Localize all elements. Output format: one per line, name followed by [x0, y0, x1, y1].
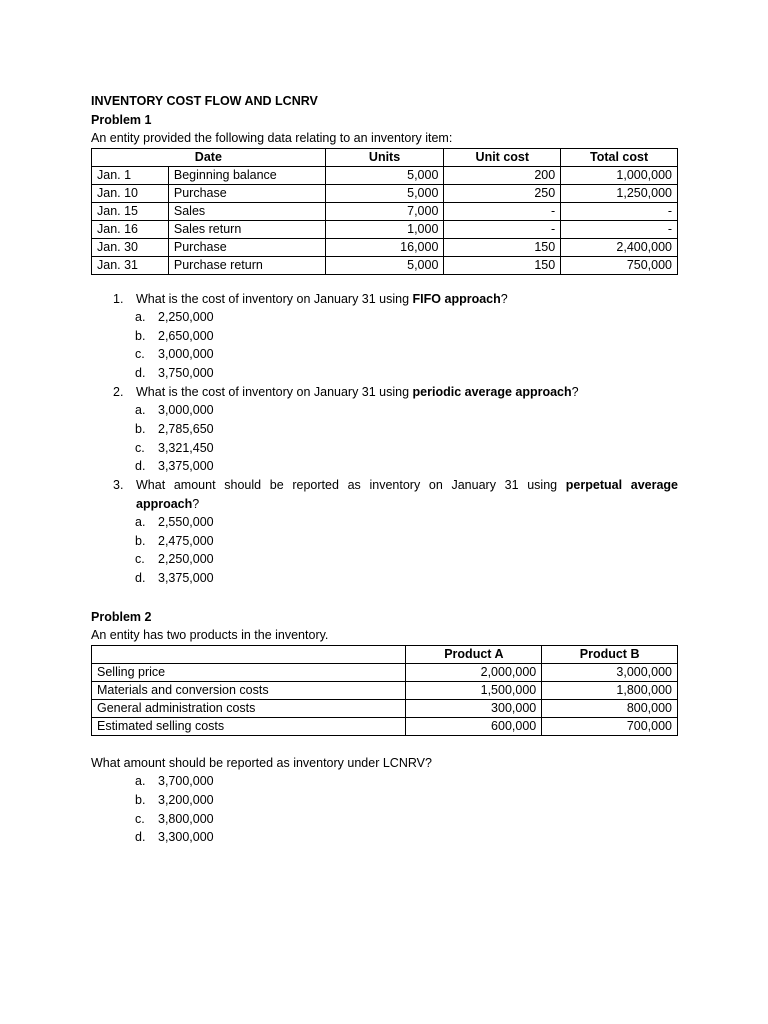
table-row	[92, 717, 678, 735]
option-value: 2,250,000	[158, 310, 214, 324]
problem-2-heading: Problem 2	[91, 609, 152, 624]
answer-option	[91, 810, 679, 829]
table-row	[92, 238, 678, 256]
question-text-bold: periodic average approach	[412, 384, 572, 399]
cell-total-cost: 2,400,000	[561, 238, 678, 256]
option-letter: a.	[135, 403, 146, 418]
table-header-row	[92, 148, 678, 166]
table-row	[92, 256, 678, 274]
header-product-a: Product A	[406, 645, 542, 663]
cell-unit-cost: 200	[444, 166, 561, 184]
products-table	[91, 645, 678, 736]
answer-option	[91, 401, 679, 420]
cell-product-b: 800,000	[542, 699, 678, 717]
cell-description: Sales	[168, 202, 325, 220]
option-letter: b.	[135, 421, 146, 436]
table-header-row	[92, 645, 678, 663]
cell-date: Jan. 30	[92, 238, 169, 256]
option-value: 3,000,000	[158, 403, 214, 418]
cell-unit-cost: 250	[444, 184, 561, 202]
cell-unit-cost: -	[444, 202, 561, 220]
option-value: 3,700,000	[158, 774, 214, 789]
cell-date: Jan. 16	[92, 220, 169, 238]
cell-total-cost: -	[561, 220, 678, 238]
table-row	[92, 699, 678, 717]
option-value: 3,000,000	[158, 347, 214, 362]
option-value: 3,750,000	[158, 366, 214, 381]
answer-option	[91, 828, 679, 847]
cell-units: 5,000	[325, 184, 444, 202]
cell-unit-cost: -	[444, 220, 561, 238]
cell-total-cost: 1,000,000	[561, 166, 678, 184]
option-value: 2,785,650	[158, 421, 214, 436]
option-value: 3,375,000	[158, 459, 214, 474]
cell-product-a: 600,000	[406, 717, 542, 735]
table-row	[92, 166, 678, 184]
answer-option	[91, 791, 679, 810]
answer-option	[91, 457, 679, 476]
option-letter: d.	[135, 366, 146, 381]
problem-1-heading: Problem 1	[91, 112, 152, 127]
option-letter: b.	[135, 328, 146, 343]
option-value: 3,300,000	[158, 830, 214, 845]
question-text: What is the cost of inventory on January 31 using	[136, 291, 413, 306]
cell-unit-cost: 150	[444, 256, 561, 274]
cell-product-b: 1,800,000	[542, 681, 678, 699]
cell-product-b: 3,000,000	[542, 663, 678, 681]
option-value: 3,321,450	[158, 440, 214, 455]
option-value: 2,550,000	[158, 515, 214, 529]
option-letter: b.	[135, 533, 146, 548]
header-product-b: Product B	[542, 645, 678, 663]
cell-units: 16,000	[325, 238, 444, 256]
problem-2-intro: An entity has two products in the inventory.	[91, 628, 329, 643]
option-letter: d.	[135, 459, 146, 474]
question-text-end: ?	[192, 496, 200, 511]
cell-product-a: 1,500,000	[406, 681, 542, 699]
document-title: INVENTORY COST FLOW AND LCNRV	[91, 94, 318, 108]
answer-option	[91, 364, 679, 383]
problem-2-question: What amount should be reported as inventory under LCNRV?	[91, 755, 432, 770]
header-unit-cost: Unit cost	[444, 148, 561, 166]
answer-option	[91, 513, 679, 532]
option-letter: c.	[135, 440, 145, 455]
question-text: What is the cost of inventory on January 31 using	[136, 384, 413, 399]
question-3-continued	[91, 495, 679, 514]
option-value: 3,375,000	[158, 571, 214, 586]
cell-date: Jan. 31	[92, 256, 169, 274]
answer-option	[91, 420, 679, 439]
cell-description: Sales return	[168, 220, 325, 238]
option-value: 3,800,000	[158, 811, 214, 826]
question-text-line	[136, 476, 678, 495]
inventory-data-table	[91, 148, 678, 275]
cell-total-cost: 1,250,000	[561, 184, 678, 202]
cell-total-cost: -	[561, 202, 678, 220]
cell-description: Purchase	[168, 238, 325, 256]
header-label	[92, 645, 406, 663]
table-row	[92, 202, 678, 220]
answer-option	[91, 345, 679, 364]
cell-label: Estimated selling costs	[92, 717, 406, 735]
cell-description: Purchase return	[168, 256, 325, 274]
question-text-bold: perpetual average	[565, 478, 679, 492]
answer-option	[91, 439, 679, 458]
cell-units: 1,000	[325, 220, 444, 238]
cell-date: Jan. 1	[92, 166, 169, 184]
cell-description: Purchase	[168, 184, 325, 202]
header-total-cost: Total cost	[561, 148, 678, 166]
cell-units: 7,000	[325, 202, 444, 220]
question-number: 2.	[113, 384, 124, 399]
question-text-bold: approach	[136, 496, 193, 511]
cell-product-a: 300,000	[406, 699, 542, 717]
answer-option	[91, 327, 679, 346]
problem-1-intro: An entity provided the following data relating to an inventory item:	[91, 131, 453, 145]
header-units: Units	[325, 148, 444, 166]
cell-total-cost: 750,000	[561, 256, 678, 274]
option-letter: a.	[135, 310, 146, 324]
option-letter: c.	[135, 811, 145, 826]
option-value: 2,650,000	[158, 328, 214, 343]
question-text-end: ?	[500, 291, 508, 306]
cell-date: Jan. 15	[92, 202, 169, 220]
option-letter: d.	[135, 830, 146, 845]
table-row	[92, 184, 678, 202]
option-letter: c.	[135, 347, 145, 362]
option-letter: b.	[135, 792, 146, 807]
question-number: 1.	[113, 291, 124, 306]
table-row	[92, 220, 678, 238]
cell-label: Materials and conversion costs	[92, 681, 406, 699]
cell-unit-cost: 150	[444, 238, 561, 256]
answer-option	[91, 772, 679, 791]
cell-units: 5,000	[325, 256, 444, 274]
option-value: 2,475,000	[158, 533, 214, 548]
question-text-bold: FIFO approach	[412, 291, 501, 306]
answer-option	[91, 550, 679, 569]
question-2	[91, 383, 679, 402]
cell-label: Selling price	[92, 663, 406, 681]
cell-product-a: 2,000,000	[406, 663, 542, 681]
question-text-end: ?	[571, 384, 579, 399]
cell-units: 5,000	[325, 166, 444, 184]
answer-option	[91, 569, 679, 588]
option-value: 2,250,000	[158, 552, 214, 567]
question-number: 3.	[113, 478, 124, 492]
option-letter: d.	[135, 571, 146, 586]
table-row	[92, 663, 678, 681]
header-date: Date	[92, 148, 326, 166]
option-letter: a.	[135, 774, 146, 789]
document-page	[91, 92, 679, 847]
question-1	[91, 290, 679, 309]
cell-description: Beginning balance	[168, 166, 325, 184]
option-letter: a.	[135, 515, 146, 529]
answer-option	[91, 308, 679, 327]
option-letter: c.	[135, 552, 145, 567]
question-text: What amount should be reported as inventory on January 31 using	[136, 478, 566, 492]
answer-option	[91, 532, 679, 551]
table-row	[92, 681, 678, 699]
question-3	[91, 476, 679, 495]
cell-label: General administration costs	[92, 699, 406, 717]
cell-date: Jan. 10	[92, 184, 169, 202]
option-value: 3,200,000	[158, 792, 214, 807]
cell-product-b: 700,000	[542, 717, 678, 735]
